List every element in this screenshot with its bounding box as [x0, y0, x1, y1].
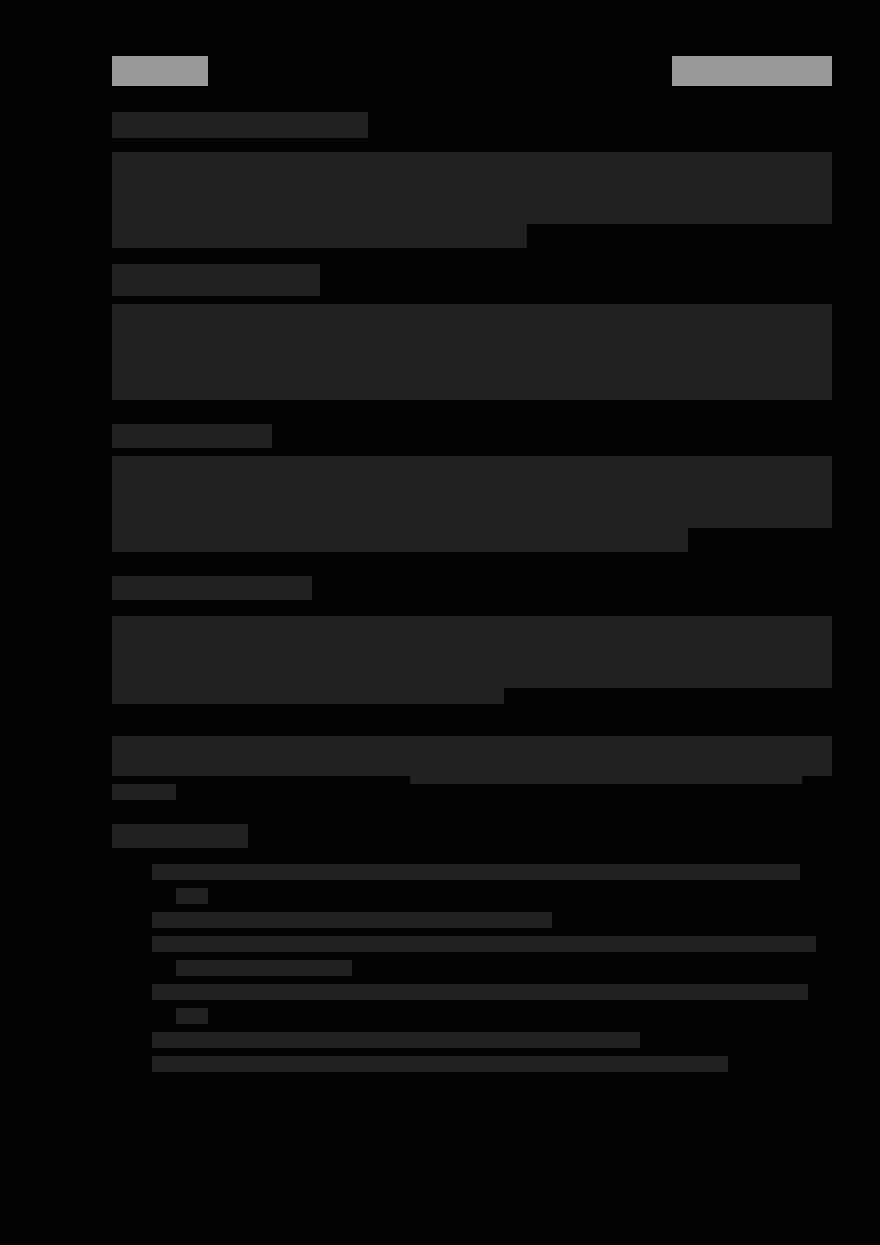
paragraph-line [112, 688, 504, 704]
section-heading [112, 112, 368, 138]
list-item [152, 912, 552, 928]
list-item [176, 888, 208, 904]
paragraph-line [112, 784, 176, 800]
list-item-text [152, 1056, 153, 1057]
section-heading [112, 264, 320, 296]
section-heading-text [112, 112, 113, 113]
list-item-text [152, 936, 153, 937]
paragraph-line-text [112, 152, 113, 153]
list-item [176, 1008, 208, 1024]
section-heading [112, 576, 312, 600]
running-header-left [112, 56, 208, 86]
list-item [152, 1056, 728, 1072]
list-item [152, 864, 800, 880]
list-item [152, 936, 816, 952]
list-item [176, 960, 352, 976]
section-heading-text [112, 424, 113, 425]
paragraph-line-text [112, 304, 113, 305]
list-item-text [152, 912, 153, 913]
section-heading-text [112, 824, 113, 825]
running-header-right [672, 56, 832, 86]
list-item-text [152, 984, 153, 985]
running-header-right-text [672, 56, 673, 57]
paragraph-line-text [112, 616, 113, 617]
paragraph-line-text [112, 456, 113, 457]
paragraph-line [112, 616, 832, 688]
section-heading [112, 424, 272, 448]
list-item-text [152, 1032, 153, 1033]
list-item [152, 984, 808, 1000]
paragraph-line [112, 528, 688, 552]
list-item-text [152, 864, 153, 865]
paragraph-line [112, 152, 832, 224]
section-heading-text [112, 264, 113, 265]
running-header-left-text [112, 56, 113, 57]
section-heading [112, 824, 248, 848]
paragraph-line-text [112, 736, 113, 737]
paragraph-line [112, 456, 832, 528]
paragraph-line [112, 224, 527, 248]
paragraph-line [112, 736, 832, 776]
list-item [152, 1032, 640, 1048]
paragraph-line [112, 304, 832, 400]
section-heading-text [112, 576, 113, 577]
paragraph-line [410, 776, 802, 784]
